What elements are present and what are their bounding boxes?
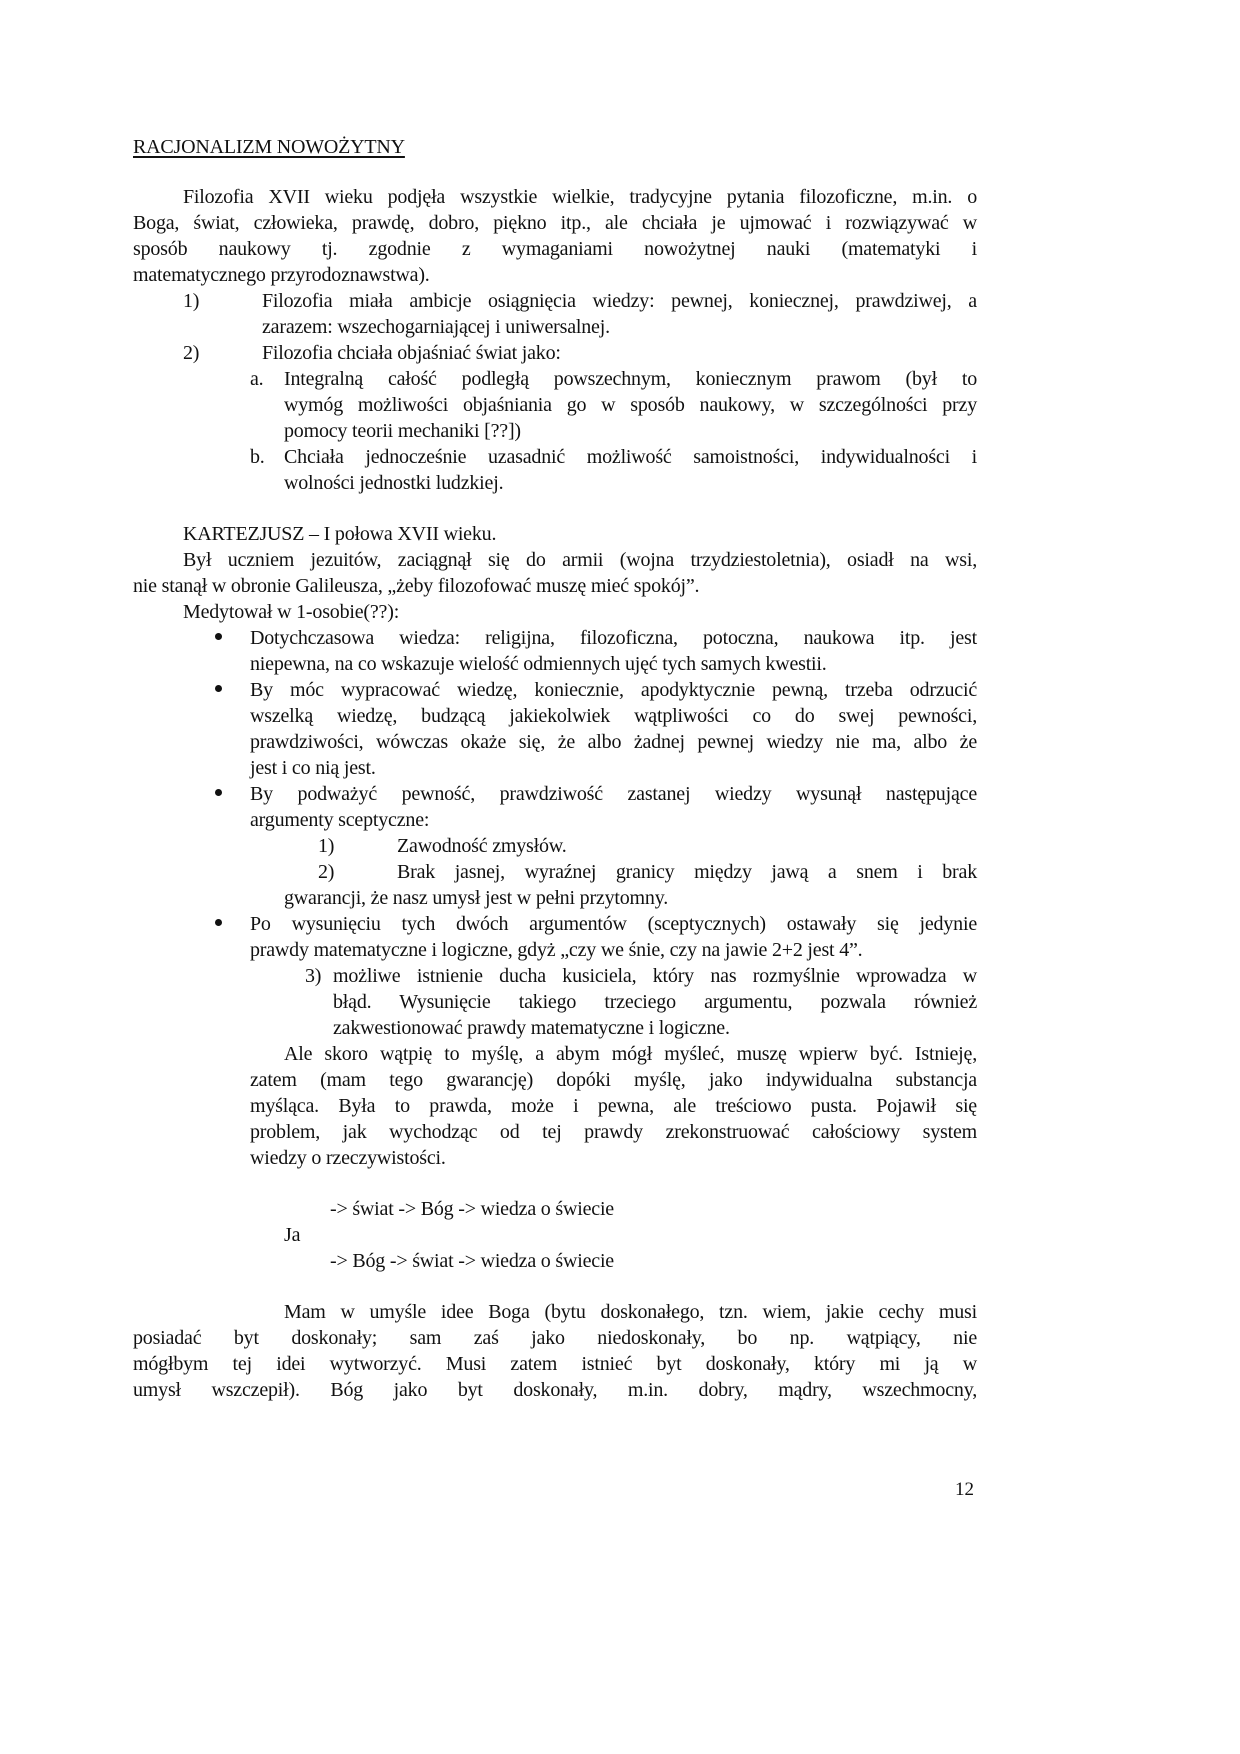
bullet-text: prawdy matematyczne i logiczne, gdyż „czy we śnie, czy na jawie 2+2 jest 4”.: [250, 939, 863, 961]
bullet-icon: [215, 685, 222, 692]
list-marker: 2): [183, 342, 200, 364]
text-line: Mam w umyśle idee Boga (bytu doskonałego, tzn. wiem, jakie cechy musi: [284, 1301, 977, 1323]
bullet-text: Dotychczasowa wiedza: religijna, filozoficzna, potoczna, naukowa itp. jest: [250, 627, 977, 649]
diagram-path-bottom: -> Bóg -> świat -> wiedza o świecie: [330, 1250, 614, 1272]
list-item-text: Brak jasnej, wyraźnej granicy między jawą a snem i brak: [397, 861, 977, 883]
bullet-icon: [215, 789, 222, 796]
bullet-text: niepewna, na co wskazuje wielość odmiennych ujęć tych samych kwestii.: [250, 653, 827, 675]
list-item-text: wolności jednostki ludzkiej.: [284, 472, 504, 494]
text-line: mógłbym tej idei wytworzyć. Musi zatem istnieć byt doskonały, który mi ją w: [133, 1353, 977, 1375]
text-line: problem, jak wychodząc od tej prawdy zrekonstruować całościowy system: [250, 1121, 977, 1143]
text-line: zatem (mam tego gwarancję) dopóki myślę, jako indywidualna substancja: [250, 1069, 977, 1091]
bullet-text: argumenty sceptyczne:: [250, 809, 430, 831]
text-line: wiedzy o rzeczywistości.: [250, 1147, 446, 1169]
bullet-icon: [215, 919, 222, 926]
list-item-text: zarazem: wszechogarniającej i uniwersalnej.: [262, 316, 610, 338]
list-item-text: Chciała jednocześnie uzasadnić możliwość samoistności, indywidualności i: [284, 446, 977, 468]
list-item-text: możliwe istnienie ducha kusiciela, który nas rozmyślnie wprowadza w: [333, 965, 977, 987]
bullet-text: By podważyć pewność, prawdziwość zastanej wiedzy wysunął następujące: [250, 783, 977, 805]
list-item-text: pomocy teorii mechaniki [??]): [284, 420, 521, 442]
text-line: Boga, świat, człowieka, prawdę, dobro, piękno itp., ale chciała je ujmować i rozwiązywać w: [133, 212, 977, 234]
page-title: RACJONALIZM NOWOŻYTNY: [133, 136, 405, 158]
bullet-text: prawdziwości, wówczas okaże się, że albo żadnej pewnej wiedzy nie ma, albo że: [250, 731, 977, 753]
page-number: 12: [955, 1479, 974, 1500]
text-line: Był uczniem jezuitów, zaciągnął się do armii (wojna trzydziestoletnia), osiadł na wsi,: [183, 549, 977, 571]
bullet-text: jest i co nią jest.: [250, 757, 376, 779]
diagram-path-top: -> świat -> Bóg -> wiedza o świecie: [330, 1198, 614, 1220]
list-item-text: Filozofia miała ambicje osiągnięcia wiedzy: pewnej, koniecznej, prawdziwej, a: [262, 290, 977, 312]
diagram-subject: Ja: [284, 1224, 301, 1246]
list-marker: 2): [318, 861, 335, 883]
list-marker: a.: [250, 368, 264, 390]
list-item-text: gwarancji, że nasz umysł jest w pełni przytomny.: [284, 887, 668, 909]
bullet-icon: [215, 633, 222, 640]
text-line: posiadać byt doskonały; sam zaś jako niedoskonały, bo np. wątpiący, nie: [133, 1327, 977, 1349]
list-marker: 1): [318, 835, 335, 857]
bullet-text: Po wysunięciu tych dwóch argumentów (sceptycznych) ostawały się jedynie: [250, 913, 977, 935]
list-item-text: Zawodność zmysłów.: [397, 835, 567, 857]
text-line: Ale skoro wątpię to myślę, a abym mógł myśleć, muszę wpierw być. Istnieję,: [284, 1043, 977, 1065]
meditation-intro: Medytował w 1-osobie(??):: [183, 601, 400, 623]
bullet-text: wszelką wiedzę, budzącą jakiekolwiek wątpliwości co do swej pewności,: [250, 705, 977, 727]
bullet-text: By móc wypracować wiedzę, koniecznie, apodyktycznie pewną, trzeba odrzucić: [250, 679, 977, 701]
text-line: nie stanął w obronie Galileusza, „żeby filozofować muszę mieć spokój”.: [133, 575, 700, 597]
list-marker: 1): [183, 290, 200, 312]
list-marker: 3): [305, 965, 322, 987]
text-line: matematycznego przyrodoznawstwa).: [133, 264, 430, 286]
text-line: umysł wszczepił). Bóg jako byt doskonały, m.in. dobry, mądry, wszechmocny,: [133, 1379, 977, 1401]
list-item-text: wymóg możliwości objaśniania go w sposób naukowy, w szczególności przy: [284, 394, 977, 416]
text-line: Filozofia XVII wieku podjęła wszystkie wielkie, tradycyjne pytania filozoficzne, m.in. o: [183, 186, 977, 208]
list-item-text: błąd. Wysunięcie takiego trzeciego argumentu, pozwala również: [333, 991, 977, 1013]
text-line: myśląca. Była to prawda, może i pewna, ale treściowo pusta. Pojawił się: [250, 1095, 977, 1117]
list-item-text: Integralną całość podległą powszechnym, koniecznym prawom (był to: [284, 368, 977, 390]
list-item-text: zakwestionować prawdy matematyczne i logiczne.: [333, 1017, 730, 1039]
text-line: sposób naukowy tj. zgodnie z wymaganiami nowożytnej nauki (matematyki i: [133, 238, 977, 260]
list-marker: b.: [250, 446, 265, 468]
list-item-text: Filozofia chciała objaśniać świat jako:: [262, 342, 561, 364]
section-heading: KARTEZJUSZ – I połowa XVII wieku.: [183, 523, 497, 545]
